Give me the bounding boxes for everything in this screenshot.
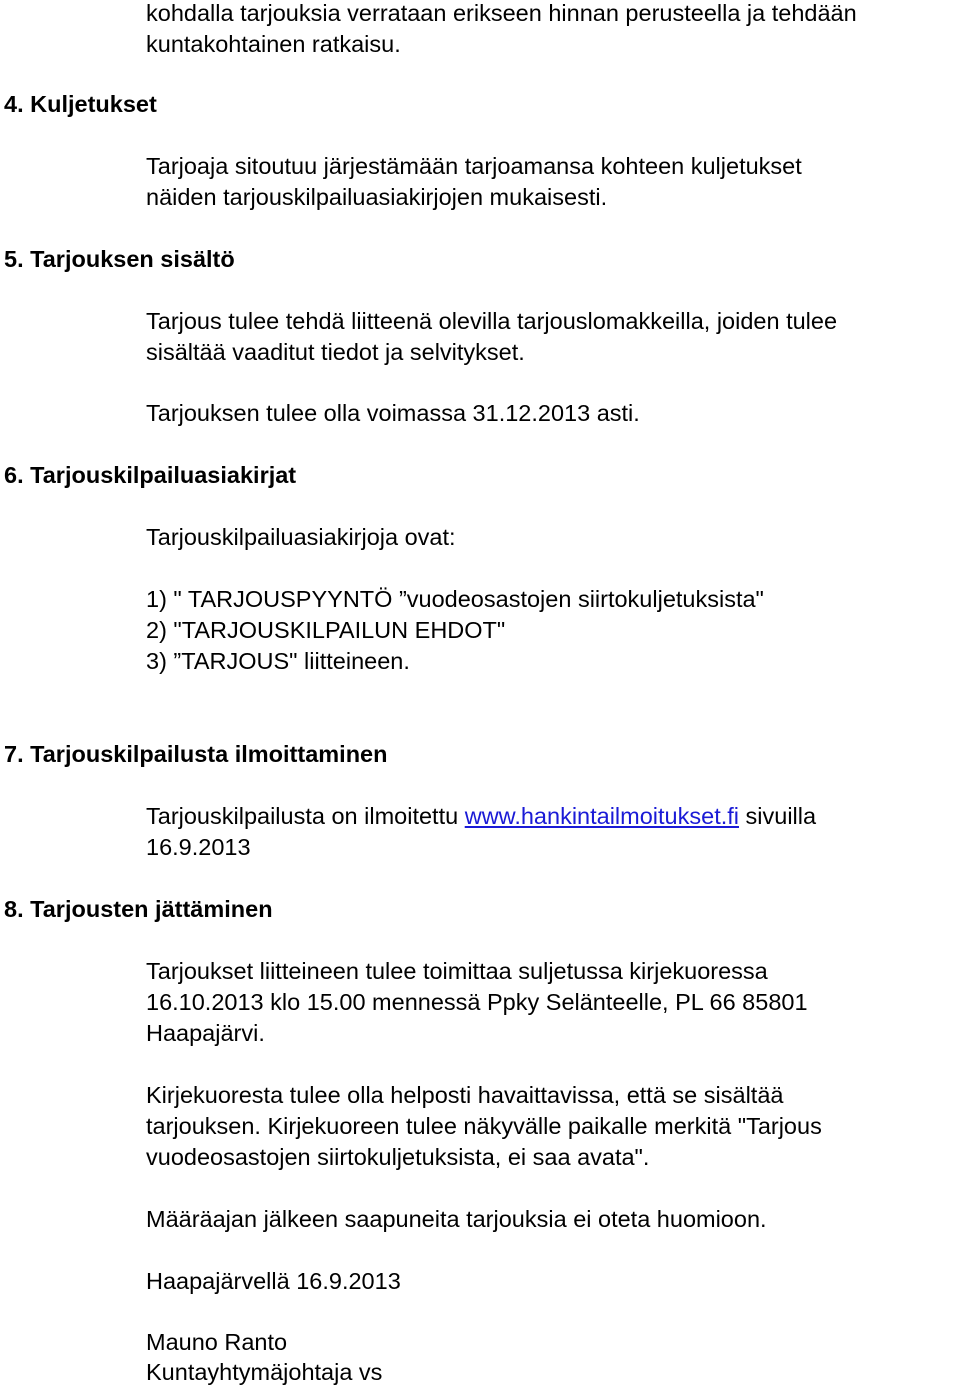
section-7-heading: 7. Tarjouskilpailusta ilmoittaminen: [4, 741, 388, 767]
section-5-line-1: Tarjous tulee tehdä liitteenä olevilla tarjouslomakkeilla, joiden tulee: [146, 308, 838, 334]
hankintailmoitukset-link[interactable]: www.hankintailmoitukset.fi: [464, 803, 739, 829]
signature-title: Kuntayhtymäjohtaja vs: [146, 1359, 383, 1385]
section-7-text-before: Tarjouskilpailusta on ilmoitettu: [146, 803, 465, 829]
section-7-announcement: [146, 801, 816, 832]
section-8-p2-line-3: vuodeosastojen siirtokuljetuksista, ei saa avata".: [146, 1144, 650, 1170]
section-5-heading: 5. Tarjouksen sisältö: [4, 246, 235, 272]
section-7-date: 16.9.2013: [146, 834, 251, 860]
section-7-text-after: sivuilla: [739, 803, 817, 829]
section-6-heading: 6. Tarjouskilpailuasiakirjat: [4, 462, 297, 488]
section-8-p2-line-2: tarjouksen. Kirjekuoreen tulee näkyvälle paikalle merkitä "Tarjous: [146, 1113, 822, 1139]
signature-place-date: Haapajärvellä 16.9.2013: [146, 1268, 401, 1294]
section-8-p3: Määräajan jälkeen saapuneita tarjouksia ei oteta huomioon.: [146, 1206, 767, 1232]
section-4-line-2: näiden tarjouskilpailuasiakirjojen mukaisesti.: [146, 184, 608, 210]
list-item: 1) " TARJOUSPYYNTÖ ”vuodeosastojen siirtokuljetuksista": [146, 586, 764, 612]
list-item: 2) "TARJOUSKILPAILUN EHDOT": [146, 617, 506, 643]
section-4-heading: 4. Kuljetukset: [4, 91, 157, 117]
section-8-p1-line-3: Haapajärvi.: [146, 1020, 265, 1046]
signature-name: Mauno Ranto: [146, 1329, 288, 1355]
intro-line-1: kohdalla tarjouksia verrataan erikseen hinnan perusteella ja tehdään: [146, 0, 857, 26]
intro-line-2: kuntakohtainen ratkaisu.: [146, 31, 401, 57]
section-5-line-2: sisältää vaaditut tiedot ja selvitykset.: [146, 339, 525, 365]
section-4-line-1: Tarjoaja sitoutuu järjestämään tarjoamansa kohteen kuljetukset: [146, 153, 802, 179]
section-8-heading: 8. Tarjousten jättäminen: [4, 896, 273, 922]
section-5-validity: Tarjouksen tulee olla voimassa 31.12.2013 asti.: [146, 400, 640, 426]
section-6-intro: Tarjouskilpailuasiakirjoja ovat:: [146, 524, 456, 550]
list-item: 3) ”TARJOUS" liitteineen.: [146, 648, 410, 674]
section-8-p1-line-1: Tarjoukset liitteineen tulee toimittaa suljetussa kirjekuoressa: [146, 958, 768, 984]
section-8-p2-line-1: Kirjekuoresta tulee olla helposti havaittavissa, että se sisältää: [146, 1082, 784, 1108]
section-8-p1-line-2: 16.10.2013 klo 15.00 mennessä Ppky Selänteelle, PL 66 85801: [146, 989, 808, 1015]
